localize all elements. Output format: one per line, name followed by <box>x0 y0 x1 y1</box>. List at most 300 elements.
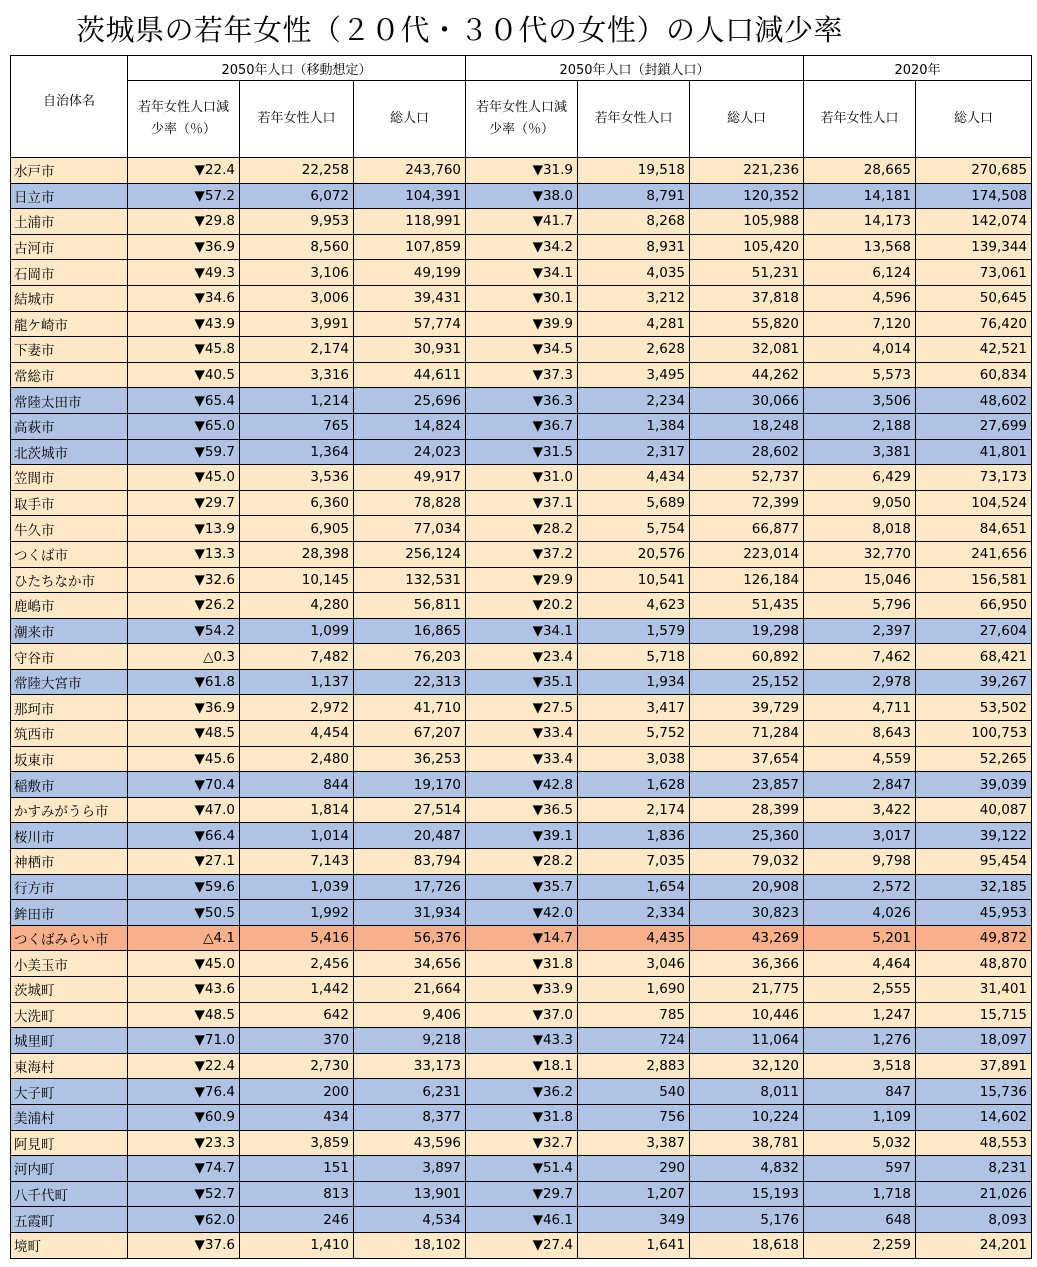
rate-2050-migration: ▼34.6 <box>128 285 240 311</box>
total-2050-closed: 8,011 <box>690 1079 804 1105</box>
young-female-2050-migration: 28,398 <box>240 541 354 567</box>
young-female-2020: 9,050 <box>804 490 916 516</box>
rate-2050-migration: ▼60.9 <box>128 1104 240 1130</box>
header-young-female-2020: 若年女性人口 <box>804 81 916 158</box>
young-female-2050-migration: 3,536 <box>240 465 354 491</box>
rate-2050-migration: △0.3 <box>128 644 240 670</box>
rate-2050-closed: ▼33.4 <box>466 746 578 772</box>
table-row <box>11 644 1032 670</box>
total-2050-migration: 56,811 <box>354 593 466 619</box>
rate-2050-closed: ▼30.1 <box>466 285 578 311</box>
table-row <box>11 618 1032 644</box>
rate-2050-closed: ▼27.4 <box>466 1232 578 1258</box>
municipality-name: 八千代町 <box>11 1181 128 1207</box>
rate-2050-closed: ▼43.3 <box>466 1028 578 1054</box>
table-row <box>11 823 1032 849</box>
rate-2050-migration: ▼59.6 <box>128 874 240 900</box>
total-2050-closed: 37,818 <box>690 285 804 311</box>
total-2050-migration: 256,124 <box>354 541 466 567</box>
rate-2050-migration: ▼37.6 <box>128 1232 240 1258</box>
young-female-2020: 2,555 <box>804 977 916 1003</box>
municipality-name: 稲敷市 <box>11 772 128 798</box>
young-female-2050-closed: 2,234 <box>578 388 690 414</box>
rate-2050-migration: ▼57.2 <box>128 183 240 209</box>
municipality-name: 守谷市 <box>11 644 128 670</box>
young-female-2050-closed: 4,623 <box>578 593 690 619</box>
young-female-2050-migration: 6,072 <box>240 183 354 209</box>
young-female-2050-migration: 2,480 <box>240 746 354 772</box>
total-2050-closed: 23,857 <box>690 772 804 798</box>
young-female-2050-closed: 3,387 <box>578 1130 690 1156</box>
total-2020: 84,651 <box>916 516 1032 542</box>
total-2050-migration: 18,102 <box>354 1232 466 1258</box>
total-2020: 14,602 <box>916 1104 1032 1130</box>
young-female-2050-migration: 7,143 <box>240 849 354 875</box>
table-row <box>11 1207 1032 1233</box>
young-female-2050-migration: 3,859 <box>240 1130 354 1156</box>
total-2020: 49,872 <box>916 925 1032 951</box>
table-row <box>11 925 1032 951</box>
rate-2050-migration: ▼27.1 <box>128 849 240 875</box>
header-young-female-closed: 若年女性人口 <box>578 81 690 158</box>
table-row <box>11 797 1032 823</box>
young-female-2050-closed: 20,576 <box>578 541 690 567</box>
municipality-name: 河内町 <box>11 1156 128 1182</box>
municipality-name: 美浦村 <box>11 1104 128 1130</box>
young-female-2050-closed: 1,836 <box>578 823 690 849</box>
total-2020: 42,521 <box>916 337 1032 363</box>
rate-2050-migration: ▼22.4 <box>128 1053 240 1079</box>
young-female-2020: 7,120 <box>804 311 916 337</box>
total-2050-migration: 118,991 <box>354 209 466 235</box>
total-2050-migration: 39,431 <box>354 285 466 311</box>
young-female-2050-closed: 3,417 <box>578 695 690 721</box>
table-row <box>11 183 1032 209</box>
total-2020: 270,685 <box>916 158 1032 184</box>
young-female-2020: 5,201 <box>804 925 916 951</box>
young-female-2050-closed: 19,518 <box>578 158 690 184</box>
total-2020: 174,508 <box>916 183 1032 209</box>
total-2020: 104,524 <box>916 490 1032 516</box>
rate-2050-migration: ▼49.3 <box>128 260 240 286</box>
rate-2050-closed: ▼36.2 <box>466 1079 578 1105</box>
total-2050-migration: 20,487 <box>354 823 466 849</box>
rate-2050-migration: ▼50.5 <box>128 900 240 926</box>
rate-2050-closed: ▼37.2 <box>466 541 578 567</box>
young-female-2020: 3,422 <box>804 797 916 823</box>
rate-2050-migration: ▼23.3 <box>128 1130 240 1156</box>
young-female-2050-closed: 7,035 <box>578 849 690 875</box>
municipality-name: 古河市 <box>11 234 128 260</box>
total-2050-closed: 39,729 <box>690 695 804 721</box>
young-female-2050-closed: 290 <box>578 1156 690 1182</box>
rate-2050-closed: ▼37.0 <box>466 1002 578 1028</box>
young-female-2050-migration: 246 <box>240 1207 354 1233</box>
rate-2050-migration: ▼45.0 <box>128 951 240 977</box>
rate-2050-closed: ▼39.1 <box>466 823 578 849</box>
young-female-2050-closed: 8,931 <box>578 234 690 260</box>
rate-2050-migration: ▼26.2 <box>128 593 240 619</box>
municipality-name: 鹿嶋市 <box>11 593 128 619</box>
total-2050-closed: 18,618 <box>690 1232 804 1258</box>
young-female-2050-closed: 785 <box>578 1002 690 1028</box>
rate-2050-migration: ▼47.0 <box>128 797 240 823</box>
rate-2050-migration: ▼70.4 <box>128 772 240 798</box>
young-female-2050-migration: 3,006 <box>240 285 354 311</box>
total-2050-migration: 16,865 <box>354 618 466 644</box>
young-female-2020: 1,276 <box>804 1028 916 1054</box>
municipality-name: 日立市 <box>11 183 128 209</box>
rate-2050-migration: ▼48.5 <box>128 721 240 747</box>
rate-2050-migration: ▼13.3 <box>128 541 240 567</box>
total-2020: 53,502 <box>916 695 1032 721</box>
municipality-name: 土浦市 <box>11 209 128 235</box>
municipality-name: 石岡市 <box>11 260 128 286</box>
young-female-2050-closed: 3,038 <box>578 746 690 772</box>
young-female-2050-closed: 1,628 <box>578 772 690 798</box>
total-2050-closed: 20,908 <box>690 874 804 900</box>
total-2020: 241,656 <box>916 541 1032 567</box>
young-female-2050-closed: 10,541 <box>578 567 690 593</box>
young-female-2050-migration: 2,456 <box>240 951 354 977</box>
young-female-2050-migration: 6,360 <box>240 490 354 516</box>
rate-2050-migration: △4.1 <box>128 925 240 951</box>
table-row <box>11 593 1032 619</box>
municipality-name: 神栖市 <box>11 849 128 875</box>
municipality-name: 常総市 <box>11 362 128 388</box>
young-female-2020: 3,017 <box>804 823 916 849</box>
total-2050-closed: 43,269 <box>690 925 804 951</box>
young-female-2050-closed: 4,435 <box>578 925 690 951</box>
total-2050-migration: 104,391 <box>354 183 466 209</box>
young-female-2020: 28,665 <box>804 158 916 184</box>
header-group-2050-closed: 2050年人口（封鎖人口） <box>466 56 804 81</box>
young-female-2050-migration: 2,972 <box>240 695 354 721</box>
rate-2050-closed: ▼34.2 <box>466 234 578 260</box>
rate-2050-closed: ▼46.1 <box>466 1207 578 1233</box>
rate-2050-closed: ▼51.4 <box>466 1156 578 1182</box>
total-2020: 60,834 <box>916 362 1032 388</box>
total-2020: 8,231 <box>916 1156 1032 1182</box>
municipality-name: 常陸大宮市 <box>11 669 128 695</box>
rate-2050-closed: ▼28.2 <box>466 516 578 542</box>
young-female-2050-closed: 5,689 <box>578 490 690 516</box>
rate-2050-closed: ▼42.0 <box>466 900 578 926</box>
total-2050-closed: 18,248 <box>690 413 804 439</box>
total-2050-closed: 105,988 <box>690 209 804 235</box>
total-2020: 40,087 <box>916 797 1032 823</box>
total-2050-closed: 11,064 <box>690 1028 804 1054</box>
rate-2050-closed: ▼31.8 <box>466 951 578 977</box>
young-female-2050-migration: 4,280 <box>240 593 354 619</box>
young-female-2050-closed: 1,690 <box>578 977 690 1003</box>
young-female-2020: 7,462 <box>804 644 916 670</box>
table-row <box>11 695 1032 721</box>
young-female-2050-migration: 2,174 <box>240 337 354 363</box>
young-female-2020: 4,711 <box>804 695 916 721</box>
total-2020: 68,421 <box>916 644 1032 670</box>
young-female-2020: 3,381 <box>804 439 916 465</box>
young-female-2020: 6,124 <box>804 260 916 286</box>
total-2050-migration: 56,376 <box>354 925 466 951</box>
total-2020: 15,715 <box>916 1002 1032 1028</box>
young-female-2020: 648 <box>804 1207 916 1233</box>
total-2050-closed: 51,231 <box>690 260 804 286</box>
table-row <box>11 209 1032 235</box>
total-2050-migration: 30,931 <box>354 337 466 363</box>
total-2050-migration: 41,710 <box>354 695 466 721</box>
young-female-2050-migration: 1,442 <box>240 977 354 1003</box>
total-2050-migration: 24,023 <box>354 439 466 465</box>
young-female-2050-migration: 844 <box>240 772 354 798</box>
total-2020: 27,699 <box>916 413 1032 439</box>
municipality-name: かすみがうら市 <box>11 797 128 823</box>
table-row <box>11 977 1032 1003</box>
rate-2050-closed: ▼27.5 <box>466 695 578 721</box>
rate-2050-closed: ▼28.2 <box>466 849 578 875</box>
total-2050-migration: 27,514 <box>354 797 466 823</box>
young-female-2020: 9,798 <box>804 849 916 875</box>
total-2020: 32,185 <box>916 874 1032 900</box>
young-female-2020: 4,559 <box>804 746 916 772</box>
total-2050-migration: 6,231 <box>354 1079 466 1105</box>
rate-2050-closed: ▼35.7 <box>466 874 578 900</box>
total-2020: 37,891 <box>916 1053 1032 1079</box>
municipality-name: 結城市 <box>11 285 128 311</box>
total-2050-migration: 9,218 <box>354 1028 466 1054</box>
header-rate-closed: 若年女性人口減 少率（％） <box>466 81 578 158</box>
rate-2050-closed: ▼36.7 <box>466 413 578 439</box>
rate-2050-migration: ▼43.9 <box>128 311 240 337</box>
young-female-2050-closed: 4,434 <box>578 465 690 491</box>
rate-2050-closed: ▼42.8 <box>466 772 578 798</box>
total-2050-migration: 243,760 <box>354 158 466 184</box>
total-2020: 100,753 <box>916 721 1032 747</box>
municipality-name: 北茨城市 <box>11 439 128 465</box>
total-2050-migration: 49,199 <box>354 260 466 286</box>
total-2050-migration: 43,596 <box>354 1130 466 1156</box>
young-female-2050-closed: 3,495 <box>578 362 690 388</box>
total-2050-closed: 66,877 <box>690 516 804 542</box>
rate-2050-migration: ▼48.5 <box>128 1002 240 1028</box>
rate-2050-closed: ▼14.7 <box>466 925 578 951</box>
total-2050-closed: 221,236 <box>690 158 804 184</box>
young-female-2050-migration: 1,099 <box>240 618 354 644</box>
municipality-name: 筑西市 <box>11 721 128 747</box>
total-2050-closed: 10,224 <box>690 1104 804 1130</box>
young-female-2020: 5,032 <box>804 1130 916 1156</box>
young-female-2050-migration: 9,953 <box>240 209 354 235</box>
young-female-2020: 14,173 <box>804 209 916 235</box>
table-row <box>11 465 1032 491</box>
rate-2050-closed: ▼38.0 <box>466 183 578 209</box>
total-2020: 21,026 <box>916 1181 1032 1207</box>
municipality-name: 那珂市 <box>11 695 128 721</box>
table-row <box>11 413 1032 439</box>
total-2050-migration: 4,534 <box>354 1207 466 1233</box>
total-2050-closed: 30,823 <box>690 900 804 926</box>
total-2050-closed: 32,081 <box>690 337 804 363</box>
rate-2050-migration: ▼13.9 <box>128 516 240 542</box>
rate-2050-migration: ▼54.2 <box>128 618 240 644</box>
young-female-2050-migration: 151 <box>240 1156 354 1182</box>
total-2020: 48,553 <box>916 1130 1032 1156</box>
rate-2050-migration: ▼52.7 <box>128 1181 240 1207</box>
rate-2050-closed: ▼33.4 <box>466 721 578 747</box>
rate-2050-closed: ▼36.5 <box>466 797 578 823</box>
total-2050-migration: 33,173 <box>354 1053 466 1079</box>
young-female-2050-migration: 1,364 <box>240 439 354 465</box>
young-female-2050-migration: 1,814 <box>240 797 354 823</box>
rate-2050-closed: ▼18.1 <box>466 1053 578 1079</box>
young-female-2050-closed: 1,641 <box>578 1232 690 1258</box>
municipality-name: つくばみらい市 <box>11 925 128 951</box>
young-female-2020: 3,518 <box>804 1053 916 1079</box>
total-2050-migration: 19,170 <box>354 772 466 798</box>
table-row <box>11 1002 1032 1028</box>
total-2050-migration: 77,034 <box>354 516 466 542</box>
rate-2050-closed: ▼31.8 <box>466 1104 578 1130</box>
total-2050-migration: 57,774 <box>354 311 466 337</box>
municipality-name: 笠間市 <box>11 465 128 491</box>
young-female-2050-migration: 1,214 <box>240 388 354 414</box>
rate-2050-migration: ▼36.9 <box>128 695 240 721</box>
total-2050-closed: 38,781 <box>690 1130 804 1156</box>
table-row <box>11 746 1032 772</box>
rate-2050-closed: ▼32.7 <box>466 1130 578 1156</box>
total-2050-migration: 21,664 <box>354 977 466 1003</box>
total-2020: 139,344 <box>916 234 1032 260</box>
young-female-2020: 1,247 <box>804 1002 916 1028</box>
table-row <box>11 669 1032 695</box>
young-female-2050-closed: 2,174 <box>578 797 690 823</box>
municipality-name: 桜川市 <box>11 823 128 849</box>
table-row <box>11 158 1032 184</box>
total-2050-closed: 10,446 <box>690 1002 804 1028</box>
table-row <box>11 311 1032 337</box>
rate-2050-closed: ▼35.1 <box>466 669 578 695</box>
header-municipality: 自治体名 <box>11 56 128 158</box>
total-2050-closed: 120,352 <box>690 183 804 209</box>
total-2050-migration: 132,531 <box>354 567 466 593</box>
young-female-2050-migration: 434 <box>240 1104 354 1130</box>
total-2020: 156,581 <box>916 567 1032 593</box>
total-2020: 39,267 <box>916 669 1032 695</box>
total-2020: 27,604 <box>916 618 1032 644</box>
table-row <box>11 1156 1032 1182</box>
young-female-2020: 4,464 <box>804 951 916 977</box>
rate-2050-migration: ▼22.4 <box>128 158 240 184</box>
total-2050-migration: 76,203 <box>354 644 466 670</box>
total-2050-closed: 223,014 <box>690 541 804 567</box>
table-row <box>11 1232 1032 1258</box>
young-female-2050-migration: 10,145 <box>240 567 354 593</box>
total-2050-closed: 25,360 <box>690 823 804 849</box>
total-2050-migration: 31,934 <box>354 900 466 926</box>
total-2050-closed: 36,366 <box>690 951 804 977</box>
young-female-2020: 8,643 <box>804 721 916 747</box>
young-female-2050-closed: 724 <box>578 1028 690 1054</box>
total-2050-closed: 71,284 <box>690 721 804 747</box>
total-2050-migration: 25,696 <box>354 388 466 414</box>
total-2020: 142,074 <box>916 209 1032 235</box>
municipality-name: 大子町 <box>11 1079 128 1105</box>
rate-2050-migration: ▼29.7 <box>128 490 240 516</box>
young-female-2050-closed: 1,384 <box>578 413 690 439</box>
young-female-2020: 2,259 <box>804 1232 916 1258</box>
total-2020: 50,645 <box>916 285 1032 311</box>
rate-2050-migration: ▼45.8 <box>128 337 240 363</box>
young-female-2020: 6,429 <box>804 465 916 491</box>
rate-2050-closed: ▼34.1 <box>466 260 578 286</box>
total-2050-migration: 36,253 <box>354 746 466 772</box>
rate-2050-closed: ▼23.4 <box>466 644 578 670</box>
young-female-2020: 32,770 <box>804 541 916 567</box>
table-row <box>11 337 1032 363</box>
rate-2050-migration: ▼71.0 <box>128 1028 240 1054</box>
total-2050-migration: 13,901 <box>354 1181 466 1207</box>
young-female-2050-closed: 1,934 <box>578 669 690 695</box>
header-total-2020: 総人口 <box>916 81 1032 158</box>
rate-2050-closed: ▼31.5 <box>466 439 578 465</box>
young-female-2050-migration: 1,410 <box>240 1232 354 1258</box>
young-female-2050-closed: 2,628 <box>578 337 690 363</box>
young-female-2020: 847 <box>804 1079 916 1105</box>
rate-2050-closed: ▼41.7 <box>466 209 578 235</box>
young-female-2050-closed: 4,281 <box>578 311 690 337</box>
total-2020: 45,953 <box>916 900 1032 926</box>
young-female-2050-closed: 4,035 <box>578 260 690 286</box>
young-female-2020: 14,181 <box>804 183 916 209</box>
young-female-2020: 2,188 <box>804 413 916 439</box>
table-row <box>11 1181 1032 1207</box>
young-female-2050-closed: 3,212 <box>578 285 690 311</box>
rate-2050-migration: ▼59.7 <box>128 439 240 465</box>
young-female-2020: 4,014 <box>804 337 916 363</box>
young-female-2050-migration: 3,991 <box>240 311 354 337</box>
rate-2050-closed: ▼34.5 <box>466 337 578 363</box>
young-female-2050-migration: 370 <box>240 1028 354 1054</box>
table-row <box>11 490 1032 516</box>
total-2050-closed: 25,152 <box>690 669 804 695</box>
young-female-2050-closed: 2,883 <box>578 1053 690 1079</box>
young-female-2050-migration: 22,258 <box>240 158 354 184</box>
young-female-2020: 2,572 <box>804 874 916 900</box>
young-female-2050-migration: 3,316 <box>240 362 354 388</box>
total-2050-closed: 52,737 <box>690 465 804 491</box>
rate-2050-migration: ▼61.8 <box>128 669 240 695</box>
table-row <box>11 874 1032 900</box>
total-2020: 48,870 <box>916 951 1032 977</box>
total-2050-closed: 19,298 <box>690 618 804 644</box>
table-row <box>11 849 1032 875</box>
young-female-2050-closed: 5,752 <box>578 721 690 747</box>
young-female-2050-closed: 2,334 <box>578 900 690 926</box>
page-title: 茨城県の若年女性（２０代・３０代の女性）の人口減少率 <box>76 13 844 47</box>
header-group-2020: 2020年 <box>804 56 1032 81</box>
total-2050-closed: 21,775 <box>690 977 804 1003</box>
total-2050-migration: 34,656 <box>354 951 466 977</box>
table-row <box>11 951 1032 977</box>
young-female-2050-closed: 540 <box>578 1079 690 1105</box>
young-female-2050-migration: 200 <box>240 1079 354 1105</box>
total-2050-closed: 37,654 <box>690 746 804 772</box>
total-2020: 52,265 <box>916 746 1032 772</box>
young-female-2050-closed: 756 <box>578 1104 690 1130</box>
total-2050-closed: 15,193 <box>690 1181 804 1207</box>
header-group-2050-migration: 2050年人口（移動想定） <box>128 56 466 81</box>
total-2050-closed: 28,399 <box>690 797 804 823</box>
